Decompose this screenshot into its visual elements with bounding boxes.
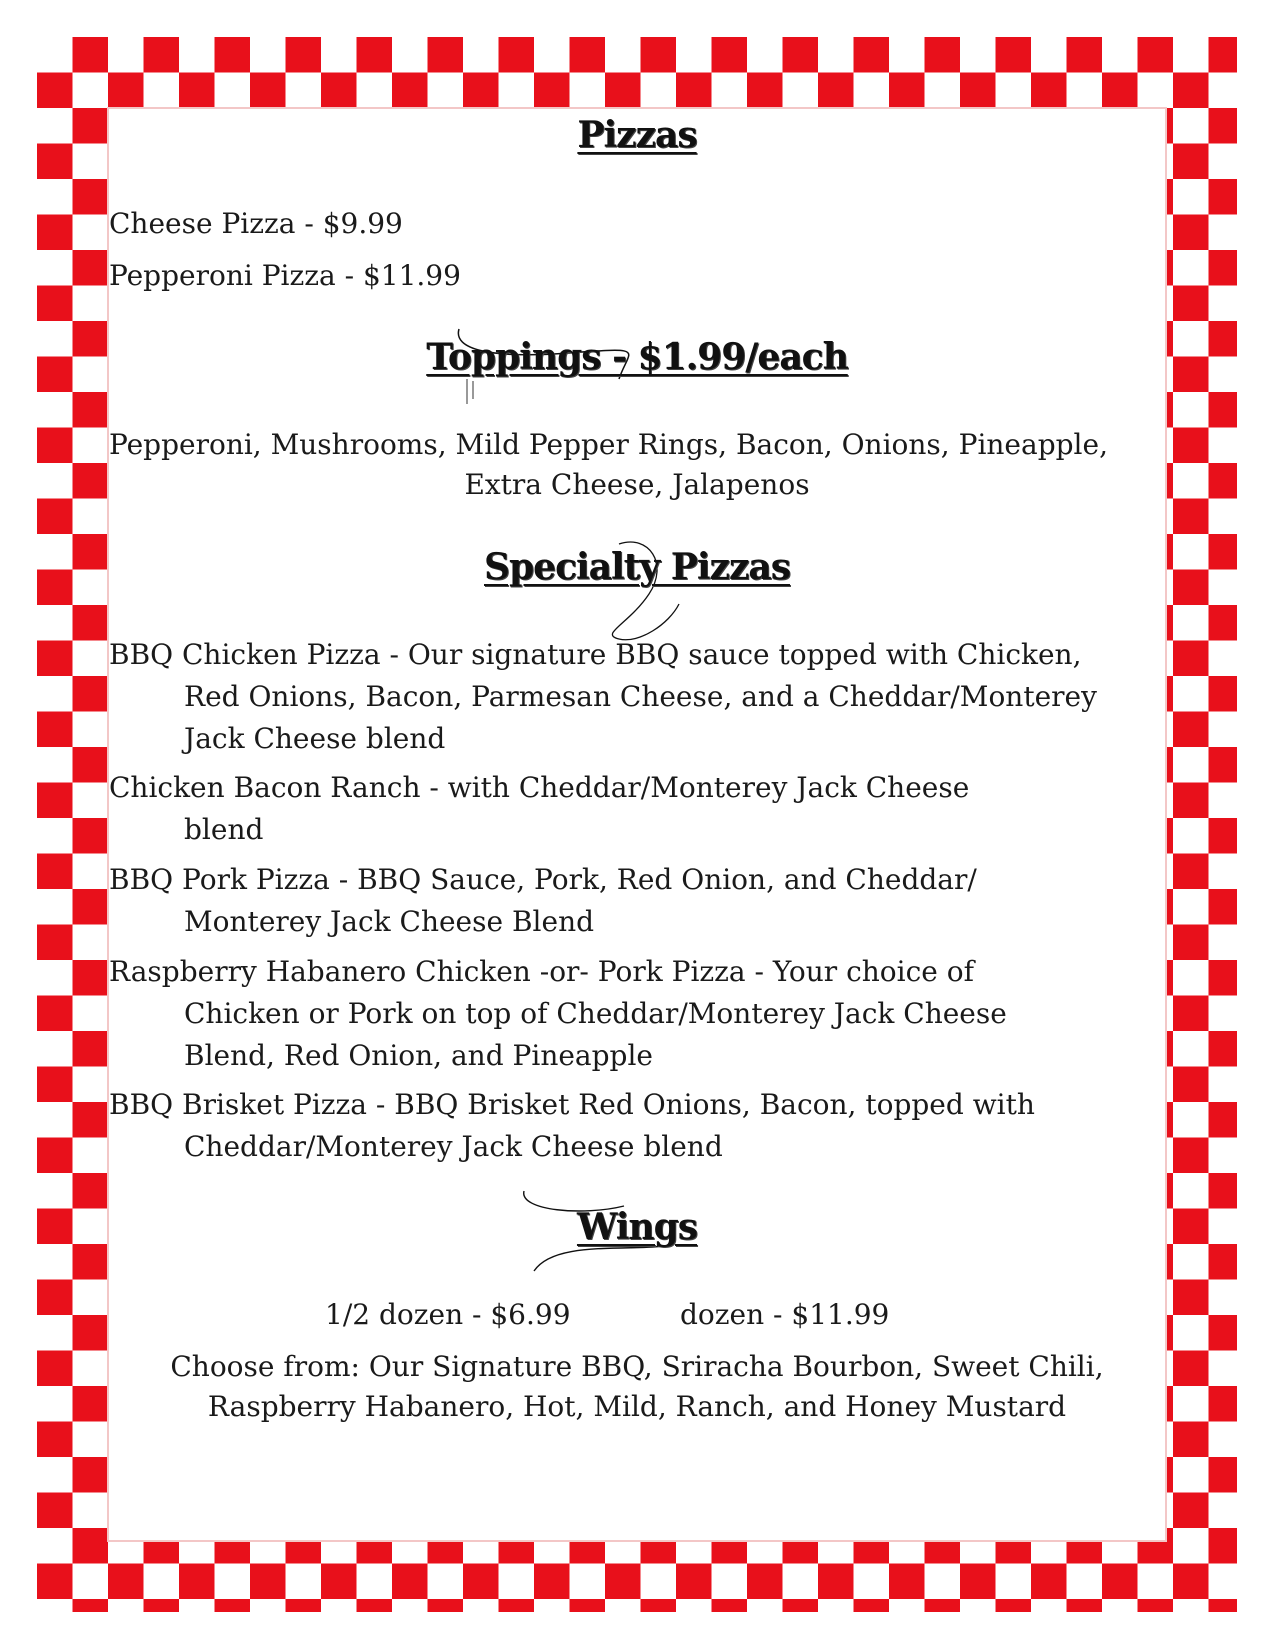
toppings-list-line-1: Pepperoni, Mushrooms, Mild Pepper Rings, Bacon, Onions, Pineapple, — [109, 428, 1108, 461]
wings-flavors-line-1: Choose from: Our Signature BBQ, Sriracha Bourbon, Sweet Chili, — [170, 1350, 1104, 1383]
item-line: Chicken or Pork on top of Cheddar/Monterey Jack Cheese — [184, 997, 1007, 1030]
specialty-item-chicken-bacon-ranch — [109, 767, 1165, 851]
specialty-item-raspberry-habanero — [109, 951, 1165, 1077]
item-line: Raspberry Habanero Chicken -or- Pork Pizza - Your choice of — [109, 955, 974, 988]
specialty-item-bbq-brisket — [109, 1084, 1165, 1168]
item-line: Chicken Bacon Ranch - with Cheddar/Monterey Jack Cheese — [109, 771, 970, 804]
specialty-pizzas-heading: Specialty Pizzas — [484, 546, 790, 588]
toppings-heading: Toppings - $1.99/each — [426, 336, 848, 378]
item-line: Monterey Jack Cheese Blend — [184, 905, 595, 938]
item-line: BBQ Brisket Pizza - BBQ Brisket Red Onions, Bacon, topped with — [109, 1088, 1035, 1121]
item-line: Blend, Red Onion, and Pineapple — [184, 1039, 653, 1072]
item-line: Cheddar/Monterey Jack Cheese blend — [184, 1130, 723, 1163]
wings-dozen-price: dozen - $11.99 — [680, 1298, 890, 1331]
menu-item-cheese-pizza: Cheese Pizza - $9.99 — [109, 207, 403, 240]
menu-content — [109, 109, 1165, 1540]
specialty-item-bbq-pork — [109, 859, 1165, 943]
item-line: Red Onions, Bacon, Parmesan Cheese, and a Cheddar/Monterey — [184, 680, 1097, 713]
toppings-list-line-2: Extra Cheese, Jalapenos — [464, 468, 810, 501]
item-line: BBQ Pork Pizza - BBQ Sauce, Pork, Red Onion, and Cheddar/ — [109, 863, 977, 896]
menu-page — [109, 109, 1165, 1540]
menu-item-pepperoni-pizza: Pepperoni Pizza - $11.99 — [109, 259, 461, 292]
pizzas-heading: Pizzas — [577, 114, 697, 156]
wings-flavors-line-2: Raspberry Habanero, Hot, Mild, Ranch, and Honey Mustard — [207, 1390, 1067, 1423]
wings-half-dozen-price: 1/2 dozen - $6.99 — [325, 1298, 571, 1331]
specialty-item-bbq-chicken — [109, 634, 1165, 760]
checkered-border — [37, 37, 1237, 1612]
wings-heading: Wings — [576, 1206, 698, 1248]
item-line: Jack Cheese blend — [184, 722, 446, 755]
item-line: blend — [184, 813, 264, 846]
item-line: BBQ Chicken Pizza - Our signature BBQ sauce topped with Chicken, — [109, 638, 1082, 671]
